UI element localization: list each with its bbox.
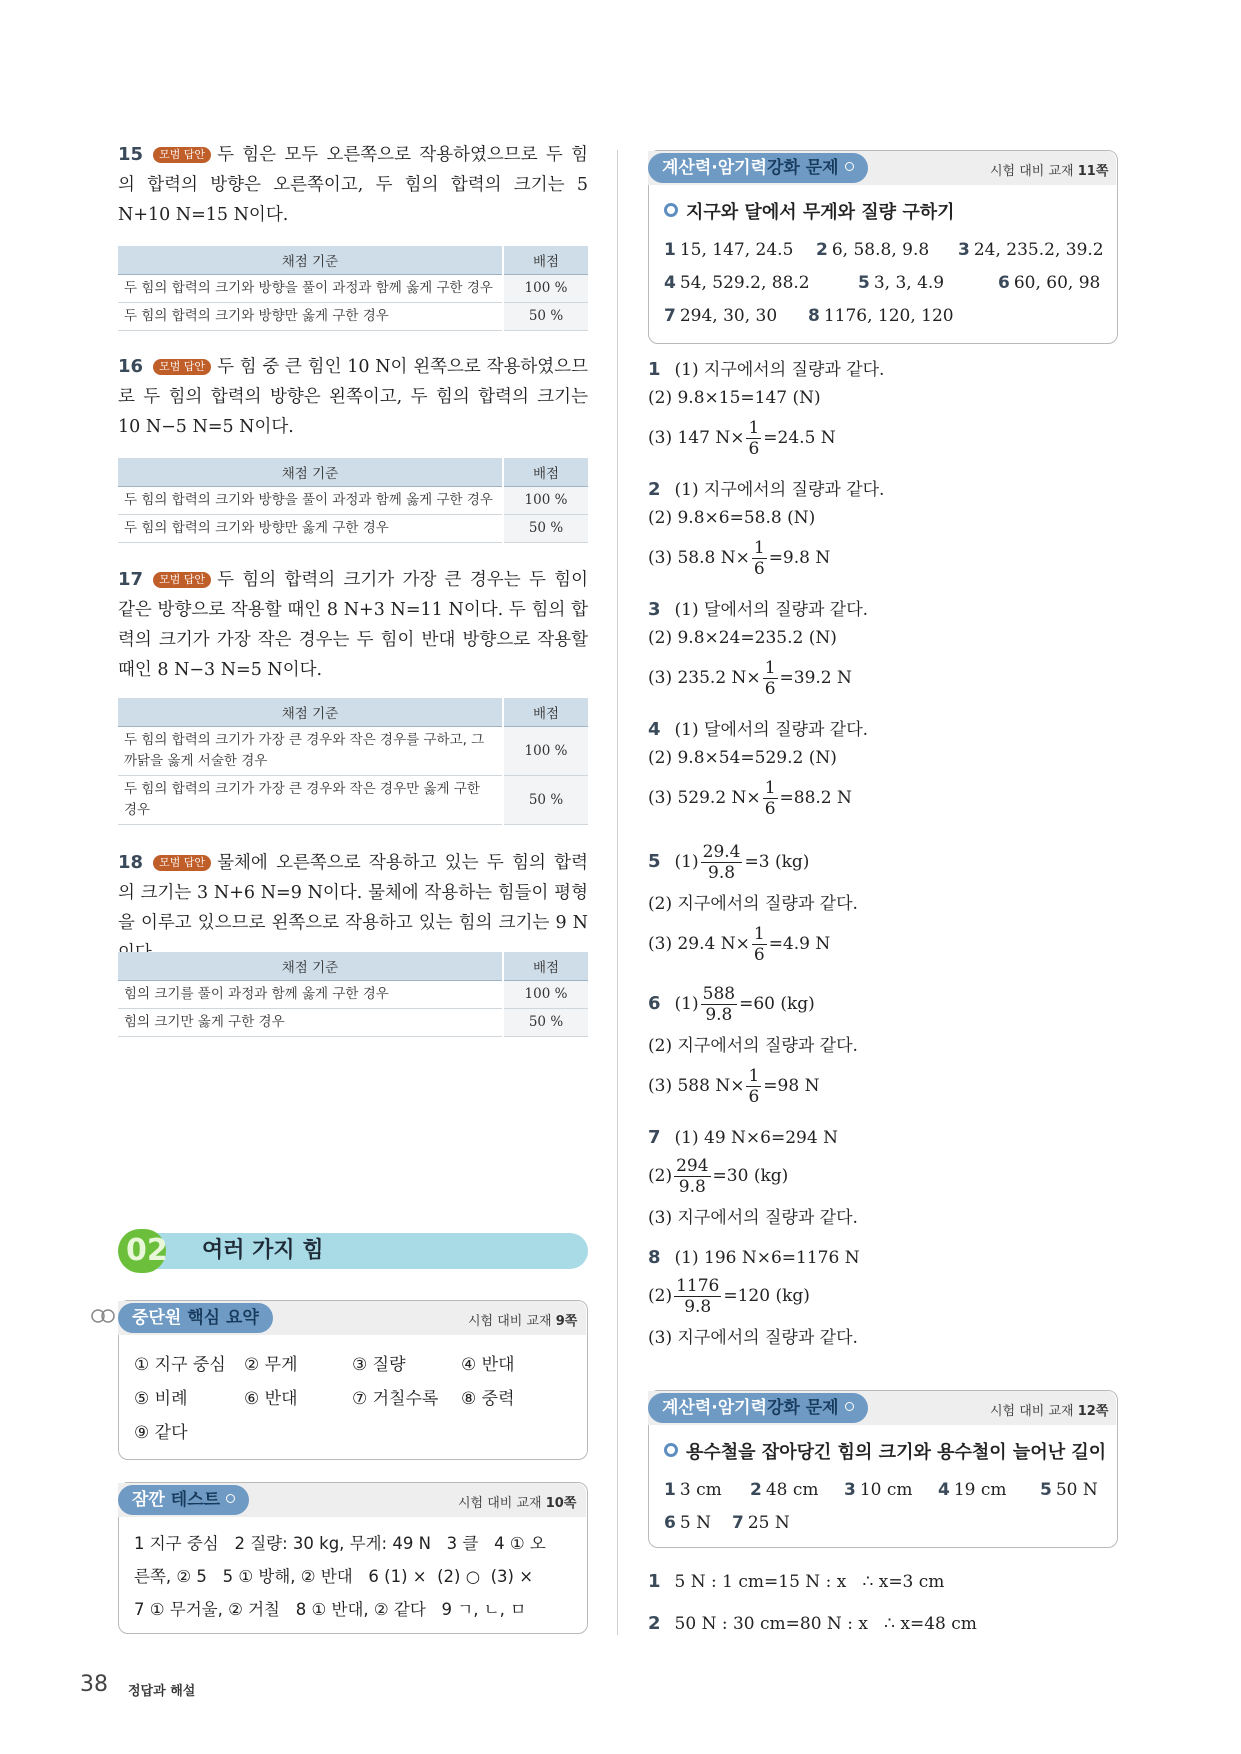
dot-icon	[226, 1494, 235, 1503]
expr-part: (3) 588 N×	[648, 1076, 745, 1096]
question-18	[118, 848, 588, 968]
numerator: 29.4	[702, 842, 741, 862]
denominator: 9.8	[684, 1297, 712, 1317]
table-row	[118, 487, 588, 515]
answer-value: 6, 58.8, 9.8	[831, 240, 930, 260]
answer-item	[938, 1475, 1007, 1505]
spring-solution-1	[648, 1568, 944, 1596]
quick-test-line: 1 지구 중심 2 질량: 30 kg, 무게: 49 N 3 클 4 ① 오	[134, 1534, 546, 1553]
answer-item	[858, 268, 944, 298]
fraction	[701, 984, 737, 1025]
answer-number: 4	[664, 273, 676, 293]
solution-3	[648, 596, 868, 624]
dot-icon	[845, 1402, 854, 1411]
solution-line	[648, 658, 852, 699]
fraction	[752, 924, 767, 965]
fraction	[746, 418, 761, 459]
answer-number: 7	[732, 1513, 744, 1533]
solution-number: 4	[648, 719, 661, 740]
summary-tab	[118, 1303, 273, 1333]
solution-line: (2) 9.8×15=147 (N)	[648, 388, 821, 408]
answer-number: 5	[858, 273, 870, 293]
answer-value: 54, 529.2, 88.2	[679, 273, 810, 293]
solution-line	[648, 778, 852, 819]
solution-line: (2) 지구에서의 질량과 같다.	[648, 1036, 858, 1056]
link-icon	[90, 1306, 120, 1330]
numerator: 1	[748, 1066, 760, 1086]
denominator: 9.8	[678, 1177, 706, 1197]
table-row	[118, 776, 588, 825]
numerator: 1	[764, 658, 776, 678]
page-number: 38	[80, 1672, 108, 1697]
drill-tab	[648, 153, 868, 183]
fraction	[701, 842, 743, 883]
solution-number: 2	[648, 1613, 661, 1634]
tab-label-light: 잠깐	[132, 1490, 165, 1510]
grading-table-17	[118, 698, 588, 825]
question-17	[118, 565, 588, 685]
expr-part: (1)	[674, 994, 699, 1014]
numerator: 294	[676, 1156, 709, 1176]
points-header: 배점	[503, 246, 588, 275]
denominator: 9.8	[705, 1005, 733, 1025]
points-cell: 100 %	[503, 981, 588, 1009]
points-cell: 100 %	[503, 275, 588, 303]
question-text: 물체에 오른쪽으로 작용하고 있는 두 힘의 합력의 크기는 3 N+6 N=9 N이다. 물체에 작용하는 힘들이 평형을 이루고 있으므로 왼쪽으로 작용하고 있는 힘의 크기는 9 N	[118, 853, 588, 933]
answer-item	[998, 268, 1100, 298]
grading-table-18	[118, 952, 588, 1037]
solution-line	[648, 418, 836, 459]
answer-number: 6	[998, 273, 1010, 293]
table-row	[118, 727, 588, 776]
summary-item: ④ 반대	[461, 1355, 515, 1375]
table-row	[118, 303, 588, 331]
reference-text: 시험 대비 교재	[468, 1314, 552, 1329]
answer-item	[664, 1508, 711, 1538]
solution-2	[648, 476, 884, 504]
answer-number: 7	[664, 306, 676, 326]
answer-item	[664, 1475, 722, 1505]
answer-item	[816, 235, 929, 265]
solution-number: 8	[648, 1247, 661, 1268]
solution-number: 6	[648, 993, 661, 1014]
denominator: 6	[753, 559, 765, 579]
fraction	[752, 538, 767, 579]
summary-item: ⑥ 반대	[244, 1389, 298, 1409]
expr-part: =39.2 N	[779, 668, 852, 688]
numerator: 1	[764, 778, 776, 798]
expr-part: (3) 235.2 N×	[648, 668, 761, 688]
denominator: 6	[764, 799, 776, 819]
criteria-cell: 힘의 크기만 옳게 구한 경우	[118, 1009, 503, 1037]
summary-item: ⑨ 같다	[134, 1423, 188, 1443]
solution-number: 1	[648, 1571, 661, 1592]
expr-part: =60 (kg)	[739, 994, 815, 1014]
answer-value: 19 cm	[953, 1480, 1007, 1500]
numerator: 588	[702, 984, 736, 1004]
model-answer-badge: 모범 답안	[153, 572, 211, 588]
tab-label-light: 중단원	[132, 1308, 182, 1328]
solution-line	[648, 538, 830, 579]
summary-item: ② 무게	[244, 1355, 298, 1375]
denominator: 6	[764, 679, 776, 699]
answer-value: 3 cm	[679, 1480, 722, 1500]
summary-item: ⑧ 중력	[461, 1389, 515, 1409]
solution-6	[648, 984, 815, 1025]
drill-title	[664, 1438, 1106, 1464]
expr-part: =30 (kg)	[712, 1166, 789, 1186]
denominator: 9.8	[708, 863, 736, 883]
solution-line: (1) 달에서의 질량과 같다.	[674, 720, 869, 740]
summary-reference	[468, 1310, 577, 1329]
tab-label-light: 계산력·암기력	[662, 158, 767, 178]
answer-number: 3	[958, 240, 970, 260]
expr-part: (3) 147 N×	[648, 428, 745, 448]
solution-line: (2) 9.8×6=58.8 (N)	[648, 508, 816, 528]
answer-item	[664, 301, 777, 331]
fraction	[763, 778, 778, 819]
answer-value: 1176, 120, 120	[823, 306, 954, 326]
answer-number: 3	[844, 1480, 856, 1500]
answer-number: 6	[664, 1513, 676, 1533]
solution-line	[648, 1066, 819, 1107]
answer-value: 25 N	[747, 1513, 790, 1533]
answer-value: 5 N	[679, 1513, 711, 1533]
expr-part: (2)	[648, 1286, 673, 1306]
answer-number: 5	[1040, 1480, 1052, 1500]
quick-test-tab	[118, 1485, 249, 1515]
points-header: 배점	[503, 698, 588, 727]
criteria-header: 채점 기준	[118, 698, 503, 727]
solution-line: (3) 지구에서의 질량과 같다.	[648, 1208, 858, 1228]
quick-test-line: 른쪽, ② 5 5 ① 방해, ② 반대 6 (1) × (2) ○ (3) ×	[134, 1567, 534, 1586]
question-text: 두 힘은 모두 오른쪽으로 작용하였으므로 두 힘의 합력의 방향은 오른쪽이고, 두 힘의 합력의 크기는 5 N+10 N=15 N이다.	[118, 145, 588, 225]
answer-number: 8	[808, 306, 820, 326]
points-cell: 50 %	[503, 303, 588, 331]
table-row	[118, 981, 588, 1009]
grading-table-15	[118, 246, 588, 331]
answer-value: 3, 3, 4.9	[873, 273, 945, 293]
criteria-cell: 두 힘의 합력의 크기와 방향만 옳게 구한 경우	[118, 515, 503, 543]
expr-part: =24.5 N	[763, 428, 836, 448]
solution-line: 5 N : 1 cm=15 N : x ∴ x=3 cm	[674, 1572, 945, 1592]
solution-line: 50 N : 30 cm=80 N : x ∴ x=48 cm	[674, 1614, 977, 1634]
solution-4	[648, 716, 868, 744]
denominator: 6	[748, 439, 760, 459]
expr-part: =88.2 N	[779, 788, 852, 808]
reference-page: 10쪽	[545, 1496, 577, 1511]
answer-item	[958, 235, 1104, 265]
answer-value: 10 cm	[859, 1480, 913, 1500]
summary-item: ③ 질량	[352, 1355, 406, 1375]
drill-title	[664, 198, 955, 224]
answer-item	[664, 235, 793, 265]
answer-number: 2	[816, 240, 828, 260]
solution-line	[648, 1156, 788, 1197]
table-row	[118, 515, 588, 543]
question-number: 15	[118, 144, 144, 165]
expr-part: (3) 29.4 N×	[648, 934, 750, 954]
solution-line: (2) 9.8×24=235.2 (N)	[648, 628, 837, 648]
question-number: 18	[118, 852, 144, 873]
answer-value: 48 cm	[765, 1480, 819, 1500]
grading-table-16	[118, 458, 588, 543]
section-title: 여러 가지 힘	[202, 1238, 324, 1263]
tab-label-dark: 핵심 요약	[187, 1308, 259, 1328]
answer-value: 15, 147, 24.5	[679, 240, 794, 260]
ring-icon	[664, 203, 678, 217]
answer-item	[664, 268, 810, 298]
criteria-header: 채점 기준	[118, 952, 503, 981]
model-answer-badge: 모범 답안	[153, 855, 211, 871]
denominator: 6	[748, 1087, 760, 1107]
solution-line: (1) 지구에서의 질량과 같다.	[674, 480, 885, 500]
solution-8	[648, 1244, 860, 1272]
summary-item: ① 지구 중심	[134, 1355, 226, 1375]
model-answer-badge: 모범 답안	[153, 147, 211, 163]
reference-text: 시험 대비 교재	[990, 164, 1074, 179]
drill-reference	[990, 1400, 1108, 1419]
points-cell: 50 %	[503, 515, 588, 543]
drill-reference	[990, 160, 1108, 179]
answer-value: 294, 30, 30	[679, 306, 778, 326]
expr-part: (1)	[674, 852, 699, 872]
points-cell: 100 %	[503, 727, 588, 776]
question-number: 17	[118, 569, 144, 590]
solution-line	[648, 924, 830, 965]
denominator: 6	[753, 945, 765, 965]
answer-item	[808, 301, 954, 331]
summary-item: ⑤ 비례	[134, 1389, 188, 1409]
solution-line: (1) 지구에서의 질량과 같다.	[674, 360, 885, 380]
solution-1	[648, 356, 884, 384]
section-banner	[118, 1229, 588, 1273]
points-cell: 100 %	[503, 487, 588, 515]
solution-line: (1) 달에서의 질량과 같다.	[674, 600, 869, 620]
answer-item	[750, 1475, 819, 1505]
ring-icon	[664, 1443, 678, 1457]
answer-value: 24, 235.2, 39.2	[973, 240, 1104, 260]
fraction	[674, 1276, 721, 1317]
answer-value: 60, 60, 98	[1013, 273, 1101, 293]
criteria-cell: 두 힘의 합력의 크기와 방향을 풀이 과정과 함께 옳게 구한 경우	[118, 487, 503, 515]
solution-line: (2) 9.8×54=529.2 (N)	[648, 748, 837, 768]
fraction	[746, 1066, 761, 1107]
points-cell: 50 %	[503, 1009, 588, 1037]
solution-number: 2	[648, 479, 661, 500]
question-16	[118, 352, 588, 442]
tab-label-dark: 강화 문제	[767, 1398, 839, 1418]
quick-test-reference	[458, 1492, 576, 1511]
drill-title-text: 용수철을 잡아당긴 힘의 크기와 용수철이 늘어난 길이	[686, 1442, 1107, 1463]
fraction	[763, 658, 778, 699]
expr-part: =120 (kg)	[723, 1286, 810, 1306]
numerator: 1176	[676, 1276, 720, 1296]
answer-number: 1	[664, 1480, 676, 1500]
solution-line: (3) 지구에서의 질량과 같다.	[648, 1328, 858, 1348]
answer-number: 1	[664, 240, 676, 260]
criteria-cell: 두 힘의 합력의 크기와 방향만 옳게 구한 경우	[118, 303, 503, 331]
numerator: 1	[753, 538, 765, 558]
footer-label: 정답과 해설	[128, 1684, 196, 1699]
table-row	[118, 1009, 588, 1037]
expr-part: (3) 58.8 N×	[648, 548, 750, 568]
table-row	[118, 275, 588, 303]
fraction	[674, 1156, 710, 1197]
solution-number: 7	[648, 1127, 661, 1148]
expr-part: =4.9 N	[768, 934, 831, 954]
solution-number: 3	[648, 599, 661, 620]
question-text: 두 힘의 합력의 크기가 가장 큰 경우는 두 힘이 같은 방향으로 작용할 때인 8 N+3 N=11 N이다. 두 힘의 합력의 크기가 가장 작은 경우는 두 힘이 반대 방향으로 작용할 때인 8 N−3 N=5 N이다.	[118, 570, 588, 680]
points-cell: 50 %	[503, 776, 588, 825]
reference-page: 12쪽	[1077, 1404, 1109, 1419]
criteria-cell: 두 힘의 합력의 크기가 가장 큰 경우와 작은 경우를 구하고, 그 까닭을 옳게 서술한 경우	[118, 727, 503, 776]
drill-tab	[648, 1393, 868, 1423]
question-number: 16	[118, 356, 144, 377]
dot-icon	[845, 162, 854, 171]
answer-item	[732, 1508, 790, 1538]
criteria-cell: 두 힘의 합력의 크기가 가장 큰 경우와 작은 경우만 옳게 구한 경우	[118, 776, 503, 825]
reference-page: 9쪽	[555, 1314, 578, 1329]
drill-title-text: 지구와 달에서 무게와 질량 구하기	[686, 202, 955, 223]
expr-part: =98 N	[763, 1076, 820, 1096]
solution-number: 5	[648, 851, 661, 872]
tab-label-dark: 강화 문제	[767, 158, 839, 178]
solution-line: (1) 49 N×6=294 N	[674, 1128, 838, 1148]
answer-item	[844, 1475, 913, 1505]
numerator: 1	[753, 924, 765, 944]
question-15	[118, 140, 588, 230]
answer-number: 2	[750, 1480, 762, 1500]
reference-page: 11쪽	[1077, 164, 1109, 179]
points-header: 배점	[503, 458, 588, 487]
tab-label-dark: 테스트	[170, 1490, 221, 1510]
summary-item: ⑦ 거칠수록	[352, 1389, 439, 1409]
criteria-cell: 두 힘의 합력의 크기와 방향을 풀이 과정과 함께 옳게 구한 경우	[118, 275, 503, 303]
section-number: 02	[126, 1233, 168, 1268]
expr-part: =9.8 N	[768, 548, 831, 568]
criteria-header: 채점 기준	[118, 246, 503, 275]
reference-text: 시험 대비 교재	[990, 1404, 1074, 1419]
numerator: 1	[748, 418, 760, 438]
question-text: 두 힘 중 큰 힘인 10 N이 왼쪽으로 작용하였으므로 두 힘의 합력의 방향은 왼쪽이고, 두 힘의 합력의 크기는 10 N−5 N=5 N이다.	[118, 357, 588, 437]
quick-test-line: 7 ① 무거울, ② 거칠 8 ① 반대, ② 같다 9 ㄱ, ㄴ, ㅁ	[134, 1600, 527, 1619]
column-divider	[617, 150, 618, 1635]
model-answer-badge: 모범 답안	[153, 359, 211, 375]
solution-number: 1	[648, 359, 661, 380]
expr-part: (3) 529.2 N×	[648, 788, 761, 808]
answer-value: 50 N	[1055, 1480, 1098, 1500]
answer-item	[1040, 1475, 1098, 1505]
criteria-header: 채점 기준	[118, 458, 503, 487]
criteria-cell: 힘의 크기를 풀이 과정과 함께 옳게 구한 경우	[118, 981, 503, 1009]
reference-text: 시험 대비 교재	[458, 1496, 542, 1511]
expr-part: (2)	[648, 1166, 673, 1186]
solution-line	[648, 1276, 810, 1317]
solution-7	[648, 1124, 838, 1152]
tab-label-light: 계산력·암기력	[662, 1398, 767, 1418]
solution-line: (1) 196 N×6=1176 N	[674, 1248, 860, 1268]
solution-line: (2) 지구에서의 질량과 같다.	[648, 894, 858, 914]
solution-5	[648, 842, 809, 883]
points-header: 배점	[503, 952, 588, 981]
expr-part: =3 (kg)	[744, 852, 810, 872]
answer-number: 4	[938, 1480, 950, 1500]
spring-solution-2	[648, 1610, 977, 1638]
